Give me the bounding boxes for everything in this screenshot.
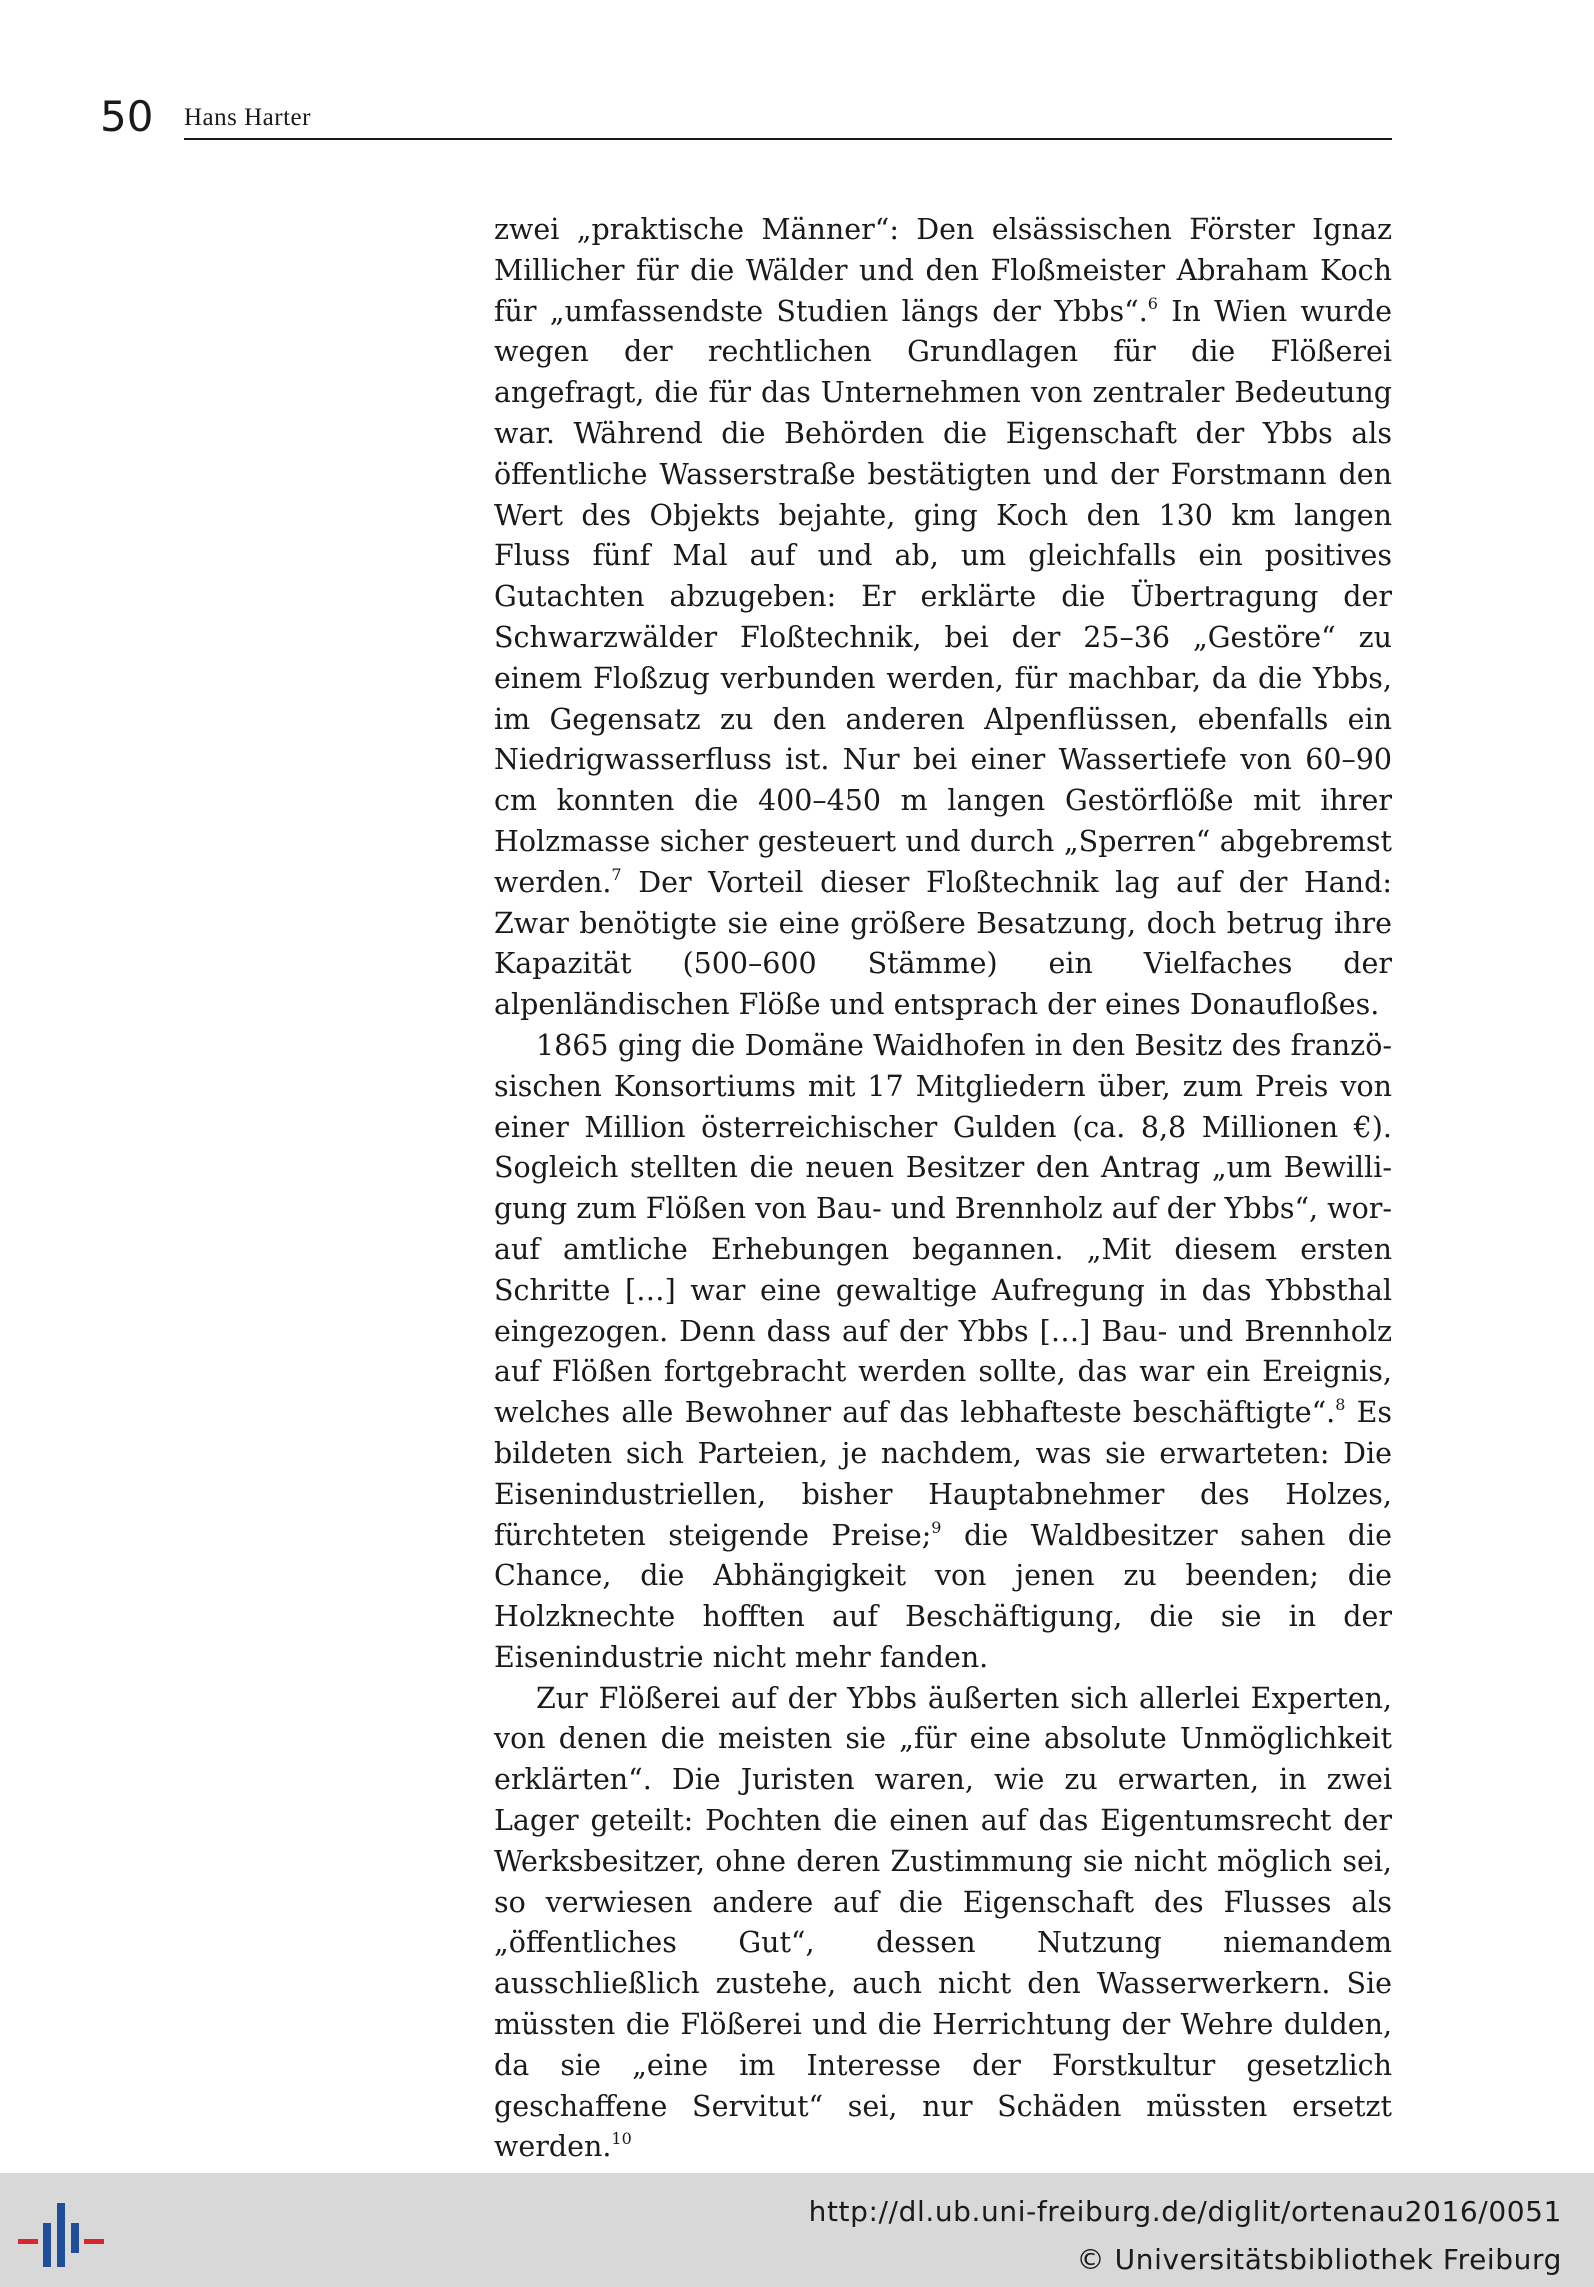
paragraph-text: In Wien wurde wegen der rechtlichen Grundlagen für die Flößerei angefragt, die für das Unternehmen von zentraler Bedeutung war. Während die Behörden die Eigenschaft der Ybbs als öffentliche Wasserstraße bestätigten und der Forstmann den Wert des Objekts bejahte, ging Koch den 130 km langen Fluss fünf Mal auf und ab, um gleichfalls ein positives Gutachten abzugeben: Er erklärte die Übertragung der Schwarzwälder Floßtechnik, bei der 25–36 „Gestöre“ zu einem Floßzug verbunden werden, für machbar, da die Ybbs, im Gegensatz zu den anderen Alpenflüssen, ebenfalls ein Niedrigwasserfluss ist. Nur bei einer Wassertiefe von 60–90 cm konnten die 400–450 m langen Gestörflöße mit ihrer Holzmasse sicher gesteuert und durch „Sperren“ abgebremst werden. [494,294,1392,899]
paragraph-text: die Waldbesitzer sahen die Chance, die Abhängigkeit von jenen zu beenden; die Holzknechte hofften auf Beschäftigung, die sie in der Eisenindustrie nicht mehr fanden. [494,1518,1392,1674]
body-paragraph [494,1679,1392,2169]
body-paragraph [494,210,1392,1026]
footnote-reference[interactable]: 9 [931,1517,942,1537]
body-paragraph [494,1026,1392,1679]
running-head-author: Hans Harter [184,104,311,131]
paragraph-text: Zur Flößerei auf der Ybbs äußerten sich allerlei Experten, von denen die meisten sie „für eine absolute Unmöglichkeit erklärten“. Die Juristen waren, wie zu erwarten, in zwei Lager geteilt: Pochten die einen auf das Eigentumsrecht der Werksbesitzer, ohne deren Zustimmung sie nicht möglich sei, so verwiesen andere auf die Eigenschaft des Flusses als „öffentliches Gut“, dessen Nutzung niemandem ausschließlich zustehe, auch nicht den Wasserwerkern. Sie müssten die Flößerei und die Herrichtung der Wehre dulden, da sie „eine im Interesse der Forstkultur gesetzlich geschaffene Servitut“ sei, nur Schäden müssten ersetzt werden. [494,1681,1392,2164]
footnote-reference[interactable]: 8 [1335,1395,1346,1415]
footer-copyright: © Universitätsbibliothek Freiburg [1076,2243,1562,2276]
footnote-reference[interactable]: 6 [1147,293,1158,313]
header-rule [184,138,1392,140]
body-text [494,210,1392,2168]
footer-bar [0,2173,1594,2287]
paragraph-text: Der Vorteil dieser Floßtechnik lag auf der Hand: Zwar benötigte sie eine größere Besatzung, doch betrug ihre Kapazität (500–600 Stämme) ein Vielfaches der alpenländischen Flöße und entsprach der eines Donaufloßes. [494,865,1392,1022]
page-number: 50 [100,92,154,141]
footnote-reference[interactable]: 10 [611,2129,632,2149]
footnote-reference[interactable]: 7 [611,864,622,884]
paragraph-text: Es bildeten sich Parteien, je nachdem, was sie erwarteten: Die Eisenindustriellen, bisher Hauptabnehmer des Holzes, fürchteten steigende Preise; [494,1396,1393,1552]
ub-freiburg-logo-icon [18,2203,104,2267]
paragraph-text: zwei „praktische Männer“: Den elsässischen Förster Ignaz Millicher für die Wälder und den Floßmeister Abraham Koch für „umfassendste Studien längs der Ybbs“. [494,213,1392,328]
footer-url-link[interactable]: http://dl.ub.uni-freiburg.de/diglit/ortenau2016/0051 [808,2195,1562,2228]
paragraph-text: 1865 ging die Domäne Waidhofen in den Besitz des französischen Konsortiums mit 17 Mitgliedern über, zum Preis von einer Million österreichischer Gulden (ca. 8,8 Millionen €). Sogleich stellten die neuen Besitzer den Antrag „um Bewilligung zum Flößen von Bau- und Brennholz auf der Ybbs“, worauf amtliche Erhebungen begannen. „Mit diesem ersten Schritte […] war eine gewaltige Aufregung in das Ybbsthal eingezogen. Denn dass auf der Ybbs […] Bau- und Brennholz auf Flößen fortgebracht werden sollte, das war ein Ereignis, welches alle Bewohner auf das lebhafteste beschäftigte“. [494,1028,1392,1430]
